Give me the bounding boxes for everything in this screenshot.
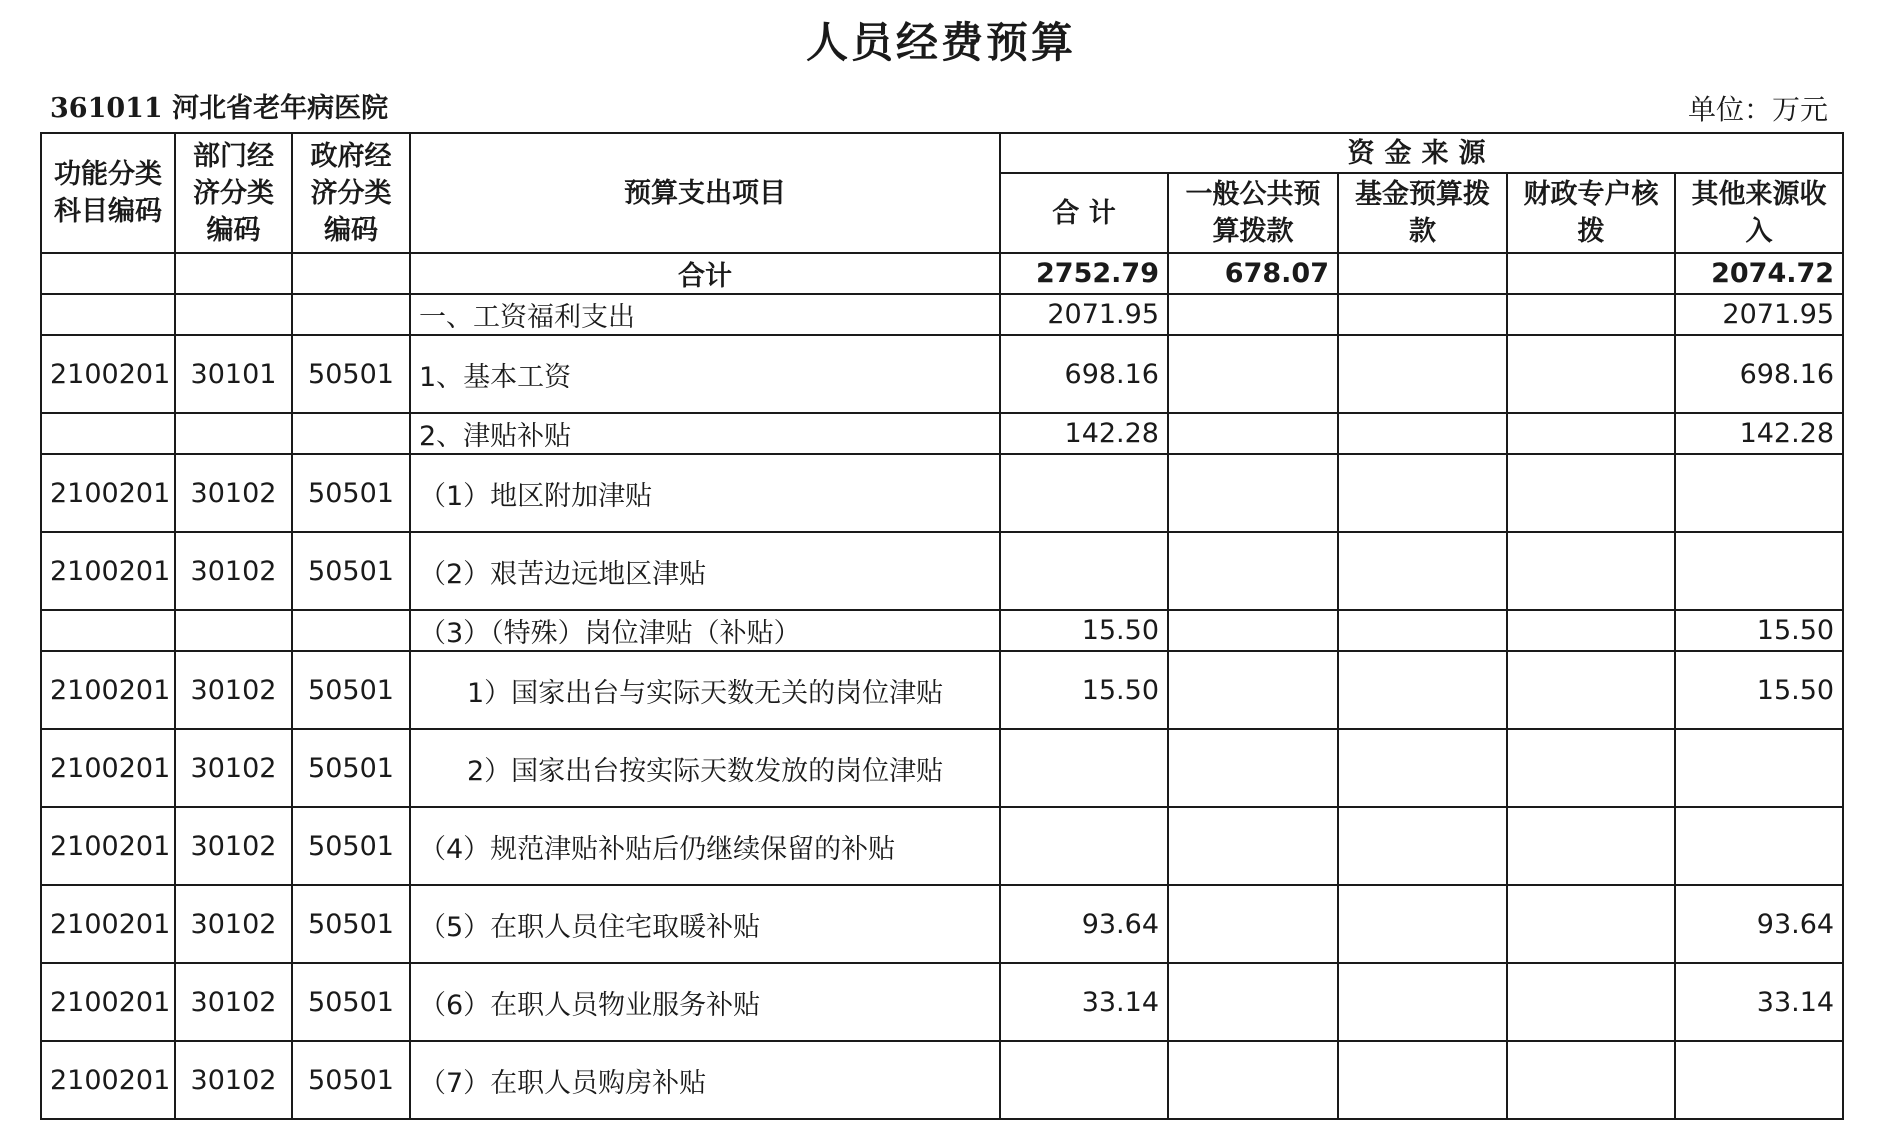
gov-code-cell: 50501: [292, 807, 410, 885]
total-cell: 2071.95: [1000, 294, 1168, 335]
table-row: [41, 413, 1843, 454]
func-code-cell: 2100201: [41, 454, 175, 532]
item-cell: 2）国家出台按实际天数发放的岗位津贴: [410, 729, 1000, 807]
total-row: [41, 253, 1843, 294]
item-cell: （7）在职人员购房补贴: [410, 1041, 1000, 1119]
special-account-cell: [1507, 335, 1675, 413]
total-fund-budget: [1338, 253, 1507, 294]
func-code-cell: 2100201: [41, 335, 175, 413]
item-cell: 1）国家出台与实际天数无关的岗位津贴: [410, 651, 1000, 729]
item-cell: （4）规范津贴补贴后仍继续保留的补贴: [410, 807, 1000, 885]
other-income-cell: 2071.95: [1675, 294, 1843, 335]
other-income-cell: [1675, 454, 1843, 532]
table-row: [41, 294, 1843, 335]
other-income-cell: 142.28: [1675, 413, 1843, 454]
table-row: [41, 454, 1843, 532]
header-func-code: 功能分类科目编码: [41, 133, 175, 253]
header-special-account: 财政专户核拨: [1507, 173, 1675, 253]
fund-budget-cell: [1338, 413, 1507, 454]
header-total: 合 计: [1000, 173, 1168, 253]
other-income-cell: 698.16: [1675, 335, 1843, 413]
item-cell: （5）在职人员住宅取暖补贴: [410, 885, 1000, 963]
table-row: [41, 1041, 1843, 1119]
table-row: [41, 885, 1843, 963]
header-general-budget: 一般公共预算拨款: [1168, 173, 1338, 253]
general-budget-cell: [1168, 729, 1338, 807]
dept-code-cell: 30102: [175, 963, 292, 1041]
fund-budget-cell: [1338, 651, 1507, 729]
dept-code-cell: [175, 610, 292, 651]
table-row: [41, 807, 1843, 885]
total-gov-code: [292, 253, 410, 294]
table-row: [41, 610, 1843, 651]
total-cell: 33.14: [1000, 963, 1168, 1041]
fund-budget-cell: [1338, 807, 1507, 885]
total-label: 合计: [410, 253, 1000, 294]
gov-code-cell: [292, 294, 410, 335]
gov-code-cell: 50501: [292, 885, 410, 963]
item-cell: （2）艰苦边远地区津贴: [410, 532, 1000, 610]
table-row: [41, 335, 1843, 413]
item-cell: （6）在职人员物业服务补贴: [410, 963, 1000, 1041]
dept-code-cell: 30102: [175, 729, 292, 807]
dept-code-cell: [175, 294, 292, 335]
item-cell: （1）地区附加津贴: [410, 454, 1000, 532]
func-code-cell: 2100201: [41, 963, 175, 1041]
dept-code-cell: 30101: [175, 335, 292, 413]
item-cell: 2、津贴补贴: [410, 413, 1000, 454]
item-cell: 一、工资福利支出: [410, 294, 1000, 335]
special-account-cell: [1507, 532, 1675, 610]
total-cell: [1000, 454, 1168, 532]
dept-code-cell: [175, 413, 292, 454]
gov-code-cell: 50501: [292, 335, 410, 413]
header-fund-budget: 基金预算拨款: [1338, 173, 1507, 253]
special-account-cell: [1507, 1041, 1675, 1119]
budget-table: [40, 132, 1844, 1120]
table-row: [41, 963, 1843, 1041]
total-cell: 93.64: [1000, 885, 1168, 963]
total-cell: [1000, 729, 1168, 807]
fund-budget-cell: [1338, 454, 1507, 532]
fund-budget-cell: [1338, 729, 1507, 807]
fund-budget-cell: [1338, 1041, 1507, 1119]
gov-code-cell: [292, 413, 410, 454]
general-budget-cell: [1168, 610, 1338, 651]
func-code-cell: 2100201: [41, 1041, 175, 1119]
gov-code-cell: [292, 610, 410, 651]
total-cell: 698.16: [1000, 335, 1168, 413]
total-special-account: [1507, 253, 1675, 294]
fund-budget-cell: [1338, 610, 1507, 651]
header-gov-code: 政府经济分类编码: [292, 133, 410, 253]
total-cell: [1000, 1041, 1168, 1119]
special-account-cell: [1507, 963, 1675, 1041]
total-cell: 15.50: [1000, 610, 1168, 651]
func-code-cell: [41, 610, 175, 651]
func-code-cell: [41, 413, 175, 454]
general-budget-cell: [1168, 454, 1338, 532]
other-income-cell: 93.64: [1675, 885, 1843, 963]
general-budget-cell: [1168, 294, 1338, 335]
other-income-cell: [1675, 532, 1843, 610]
organization-label: 361011 河北省老年病医院: [50, 93, 389, 124]
special-account-cell: [1507, 294, 1675, 335]
total-cell: [1000, 532, 1168, 610]
general-budget-cell: [1168, 885, 1338, 963]
header-item: 预算支出项目: [410, 133, 1000, 253]
total-cell: 15.50: [1000, 651, 1168, 729]
other-income-cell: 33.14: [1675, 963, 1843, 1041]
unit-label: 单位：万元: [1687, 93, 1828, 126]
table-row: [41, 729, 1843, 807]
total-cell: [1000, 807, 1168, 885]
header-funding-sources: 资金来源: [1000, 133, 1843, 173]
gov-code-cell: 50501: [292, 454, 410, 532]
document-title: 人员经费预算: [805, 18, 1076, 67]
table-row: [41, 532, 1843, 610]
other-income-cell: 15.50: [1675, 651, 1843, 729]
gov-code-cell: 50501: [292, 651, 410, 729]
general-budget-cell: [1168, 651, 1338, 729]
func-code-cell: 2100201: [41, 651, 175, 729]
total-func-code: [41, 253, 175, 294]
gov-code-cell: 50501: [292, 532, 410, 610]
general-budget-cell: [1168, 532, 1338, 610]
total-general-budget: 678.07: [1168, 253, 1338, 294]
general-budget-cell: [1168, 807, 1338, 885]
special-account-cell: [1507, 807, 1675, 885]
fund-budget-cell: [1338, 335, 1507, 413]
func-code-cell: 2100201: [41, 885, 175, 963]
other-income-cell: [1675, 1041, 1843, 1119]
item-cell: （3）（特殊）岗位津贴（补贴）: [410, 610, 1000, 651]
special-account-cell: [1507, 729, 1675, 807]
total-cell: 142.28: [1000, 413, 1168, 454]
special-account-cell: [1507, 651, 1675, 729]
general-budget-cell: [1168, 1041, 1338, 1119]
func-code-cell: [41, 294, 175, 335]
dept-code-cell: 30102: [175, 454, 292, 532]
general-budget-cell: [1168, 963, 1338, 1041]
func-code-cell: 2100201: [41, 807, 175, 885]
header-other-income: 其他来源收入: [1675, 173, 1843, 253]
general-budget-cell: [1168, 335, 1338, 413]
dept-code-cell: 30102: [175, 532, 292, 610]
special-account-cell: [1507, 885, 1675, 963]
fund-budget-cell: [1338, 963, 1507, 1041]
special-account-cell: [1507, 610, 1675, 651]
total-amount: 2752.79: [1000, 253, 1168, 294]
fund-budget-cell: [1338, 532, 1507, 610]
header-dept-code: 部门经济分类编码: [175, 133, 292, 253]
table-row: [41, 651, 1843, 729]
dept-code-cell: 30102: [175, 807, 292, 885]
dept-code-cell: 30102: [175, 885, 292, 963]
gov-code-cell: 50501: [292, 1041, 410, 1119]
dept-code-cell: 30102: [175, 651, 292, 729]
fund-budget-cell: [1338, 885, 1507, 963]
special-account-cell: [1507, 413, 1675, 454]
other-income-cell: [1675, 729, 1843, 807]
total-other-income: 2074.72: [1675, 253, 1843, 294]
total-dept-code: [175, 253, 292, 294]
dept-code-cell: 30102: [175, 1041, 292, 1119]
gov-code-cell: 50501: [292, 963, 410, 1041]
special-account-cell: [1507, 454, 1675, 532]
func-code-cell: 2100201: [41, 729, 175, 807]
func-code-cell: 2100201: [41, 532, 175, 610]
fund-budget-cell: [1338, 294, 1507, 335]
other-income-cell: 15.50: [1675, 610, 1843, 651]
general-budget-cell: [1168, 413, 1338, 454]
gov-code-cell: 50501: [292, 729, 410, 807]
other-income-cell: [1675, 807, 1843, 885]
item-cell: 1、基本工资: [410, 335, 1000, 413]
